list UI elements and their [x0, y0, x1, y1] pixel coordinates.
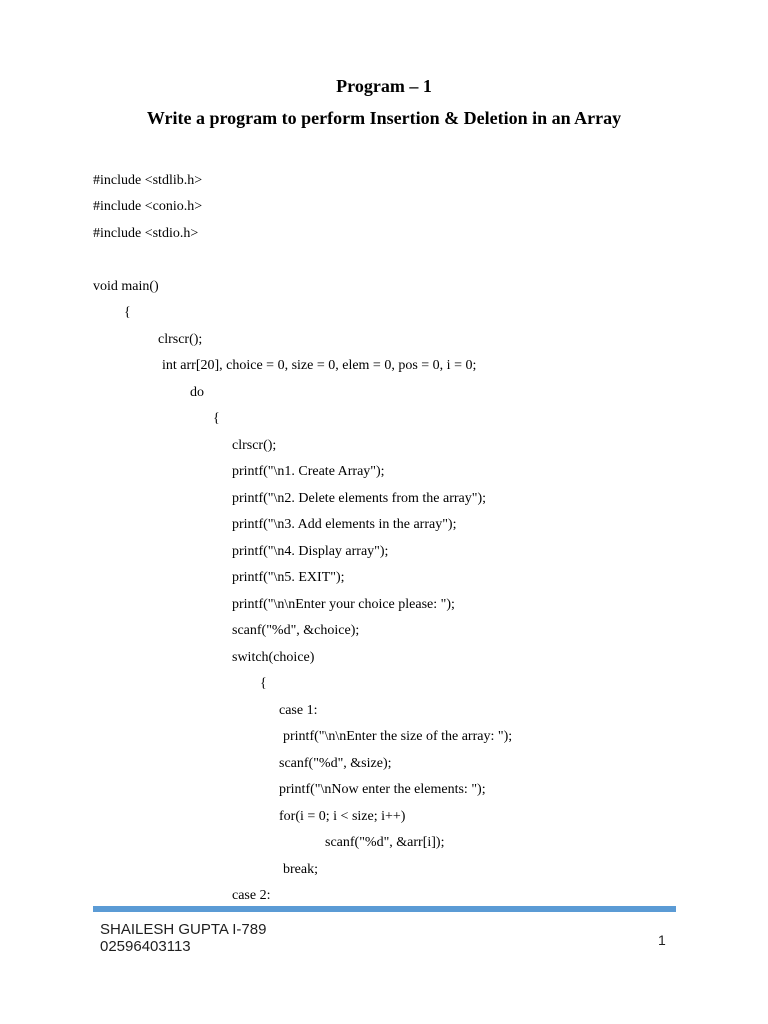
code-line: printf("\n2. Delete elements from the array"); [232, 491, 486, 506]
code-line: void main() [93, 279, 159, 294]
code-line: printf("\n4. Display array"); [232, 544, 389, 559]
code-line: printf("\n\nEnter the size of the array: "); [283, 729, 513, 744]
code-line: #include <stdlib.h> [93, 173, 203, 188]
page-number: 1 [658, 932, 666, 948]
code-line: #include <stdio.h> [93, 226, 199, 241]
code-line: scanf("%d", &arr[i]); [325, 835, 445, 850]
footer-divider [93, 906, 676, 912]
code-line: case 1: [279, 703, 318, 718]
code-line: { [260, 676, 267, 691]
code-line: case 2: [232, 888, 271, 903]
code-line: for(i = 0; i < size; i++) [279, 809, 406, 824]
code-line: printf("\n5. EXIT"); [232, 570, 345, 585]
code-line: printf("\nNow enter the elements: "); [279, 782, 486, 797]
code-line: clrscr(); [232, 438, 277, 453]
code-line: printf("\n3. Add elements in the array"); [232, 517, 457, 532]
code-line: clrscr(); [158, 332, 203, 347]
code-line: printf("\n\nEnter your choice please: "); [232, 597, 455, 612]
code-line: printf("\n1. Create Array"); [232, 464, 385, 479]
program-subtitle: Write a program to perform Insertion & Deletion in an Array [146, 108, 622, 128]
code-line: switch(choice) [232, 650, 315, 665]
code-line: #include <conio.h> [93, 199, 203, 214]
code-line: { [213, 411, 220, 426]
footer-author: SHAILESH GUPTA I-789 [100, 921, 267, 938]
code-line: do [190, 385, 204, 400]
code-line: int arr[20], choice = 0, size = 0, elem = 0, pos = 0, i = 0; [162, 358, 477, 373]
code-line: scanf("%d", &choice); [232, 623, 360, 638]
code-line: { [124, 305, 131, 320]
code-line: break; [283, 862, 318, 877]
program-title: Program – 1 [336, 76, 432, 96]
code-line: scanf("%d", &size); [279, 756, 392, 771]
footer-id-number: 02596403113 [100, 938, 191, 955]
